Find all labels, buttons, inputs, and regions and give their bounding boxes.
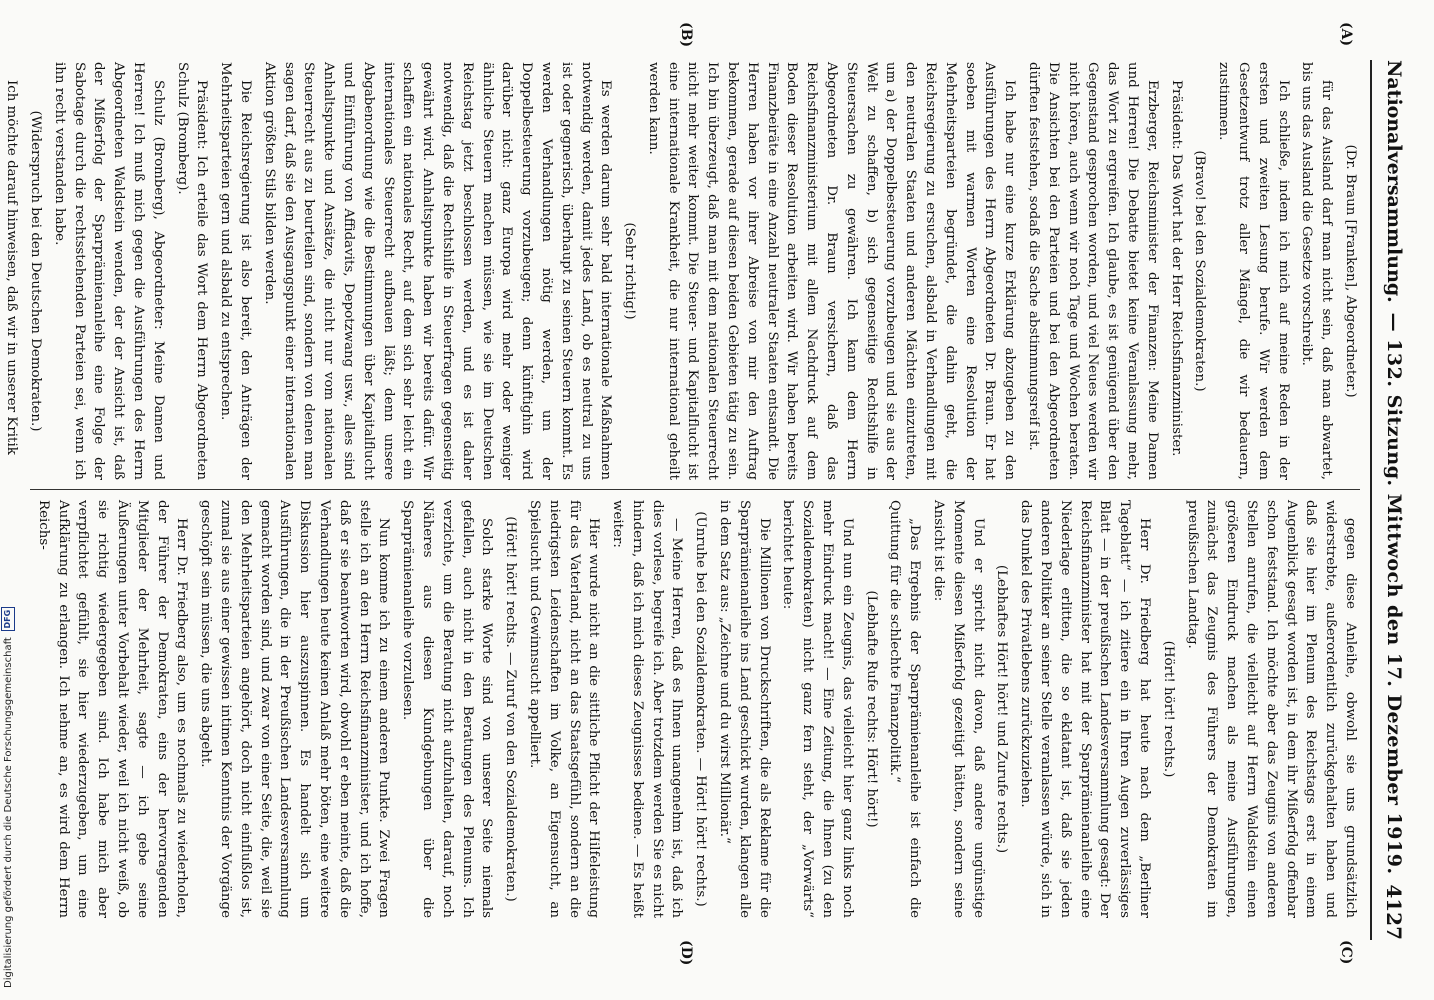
paragraph: (Sehr richtig!) bbox=[622, 222, 638, 320]
paragraph: (Hört! hört! rechts.) bbox=[1160, 640, 1176, 778]
paragraph: (Bravo! bei den Sozialdemokraten.) bbox=[1192, 150, 1208, 392]
paragraph: Ich möchte darauf hinweisen, daß wir in unserer Kritik bbox=[4, 80, 20, 455]
page-number: 4127 bbox=[1382, 884, 1406, 940]
paragraph: Es werden darum sehr bald internationale Maßnahmen notwendig werden, damit jedes Land, ob es neutral zu uns ist oder gegnerisch, überhaupt zu seinen Steuern kommt. Es werden Verhandlungen nötig werden, um der Doppelbesteuerung vorzubeugen; denn künftighin wird darüber nicht: ganz Europa wird mehr oder weniger ähnliche Steuern machen müssen, wie sie im Deutschen Reichstag jetzt beschlossen werden, und es ist daher notwendig, daß die Rechtshilfe in Steuerfragen gegenseitig gewährt wird. Anhaltspunkte haben wir bereits dafür. Wir schaffen ein nationales Recht, auf dem sich sehr leicht ein internationales Steuerrecht aufbauen läßt; denn unsere Abgabenordnung wie die Bestimmungen über Kapitalflucht und Einführung von Affidavits, Depotzwang usw., alles sind Anhaltspunkte und Ansätze, die nicht nur vom nationalen Steuerrecht aus zu beurteilen sind, sondern von denen man sagen darf, daß sie den Ausgangspunkt einer internationalen Aktion größten Stils bilden werden. bbox=[261, 62, 614, 480]
paragraph: Schulz (Bromberg), Abgeordneter: Meine Damen und Herren! Ich muß mich gegen die Ausführungen des Herrn Abgeordneten Waldstein wenden, der der Ansicht ist, daß der Mißerfolg der Sparprämienanleihe eine Folge der Sabotage durch die rechtsstehenden Parteien sei, wenn ich ihn recht verstanden habe. bbox=[51, 62, 166, 480]
paragraph: „Das Ergebnis der Sparprämienanleihe ist einfach die Quittung für die schlechte Finanzpolitik.“ bbox=[887, 500, 923, 918]
paragraph: Solch starke Worte sind von unserer Seite niemals gefallen, auch nicht in den Beratungen des Plenums. Ich verzichte, um die Beratung nicht aufzuhalten, darauf, noch Näheres aus diesen Kundgebungen über die Sparprämienanleihe vorzulesen. bbox=[400, 500, 495, 918]
paragraph: Hier wurde nicht an die sittliche Pflicht der Hilfeleistung für das Vaterland, nicht an das Staatsgefühl, sondern an die niedrigsten Leidenschaften im Volke, an Eigensucht, an Spielsucht und Gewinnsucht appelliert. bbox=[526, 500, 602, 918]
paragraph: Die Reichsregierung ist also bereit, den Anträgen der Mehrheitsparteien gern und alsbald zu entsprechen. bbox=[218, 62, 253, 480]
paragraph: Herr Dr. Friedberg hat heute nach dem „Berliner Tageblatt“ — ich zitiere ein in Ihren Augen zuverlässiges Blatt — in der preußischen Landesversammlung gesagt: Der Reichsfinanzminister hat mit der Sparprämienanleihe eine Niederlage erlitten, die so eklatant ist, daß sie jeden anderen Politiker an seiner Stelle veranlassen würde, sich in das Dunkel des Privatlebens zurückzuziehen. bbox=[1018, 500, 1153, 918]
paragraph: Herr Dr. Friedberg also, um es nochmals zu wiederholen, der Führer der Demokraten, eins der hervorragenden Mitglieder der Mehrheit, sagte — ich gebe seine Äußerungen unter Vorbehalt wieder, weil ich nicht weiß, ob sie richtig wiedergegeben sind. Ich habe mich aber verpflichtet gefühlt, sie hier wiederzugeben, um eine Aufklärung zu erlangen. Ich nehme an, es wird dem Herrn Reichs- bbox=[35, 500, 190, 918]
paragraph: Und er spricht nicht davon, daß andere ungünstige Momente diesen Mißerfolg gezeitigt hätten, sondern seine Ansicht ist die: bbox=[931, 500, 986, 918]
paragraph: Präsident: Das Wort hat der Herr Reichsfinanzminister. bbox=[1168, 80, 1184, 457]
paragraph: (Lebhaftes Hört! hört! und Zurufe rechts.) bbox=[994, 564, 1010, 854]
paragraph: gegen diese Anleihe, obwohl sie uns grundsätzlich widerstrebte, außerordentlich zurückgehalten haben und daß sie hier im Plenum des Reichstags erst in einem Augenblick gesagt worden ist, in dem ihr Mißerfolg offenbar schon feststand. Ich möchte aber das Zeugnis von anderen Stellen anrufen, die vielleicht auf Herrn Waldstein einen größeren Eindruck machen als meine Ausführungen, zunächst das Zeugnis des Führers der Demokraten im preußischen Landtag. bbox=[1184, 500, 1358, 918]
margin-mark-c: (C) bbox=[1338, 940, 1354, 965]
header-session-date: — 132. Sitzung. Mittwoch den 17. Dezember 1919. bbox=[1383, 312, 1405, 875]
margin-mark-d: (D) bbox=[678, 940, 694, 966]
paragraph: Die Millionen von Druckschriften, die als Reklame für die Sparprämienanleihe ins Land geschickt wurden, klangen alle in dem Satz aus: „Zeichne und du wirst Millionär.“ bbox=[717, 500, 772, 918]
page-header bbox=[1370, 60, 1416, 940]
credit-text: Digitalisierung gefördert durch die Deutsche Forschungsgemeinschaft bbox=[2, 637, 14, 988]
digitization-credit bbox=[0, 0, 16, 1000]
paragraph: (Lebhafte Rufe rechts: Hört! hört!) bbox=[863, 590, 879, 828]
margin-mark-a: (A) bbox=[1338, 22, 1354, 47]
paragraph: Und nun ein Zeugnis, das vielleicht hier ganz links noch mehr Eindruck macht! — Eine Zeitung, die Ihnen (zu den Sozialdemokraten) nicht ganz fern steht, der „Vorwärts“ berichtet heute: bbox=[780, 500, 855, 918]
paragraph: Erzberger, Reichsminister der Finanzen: Meine Damen und Herren! Die Debatte bietet keine Veranlassung mehr, das Wort zu ergreifen. Ich glaube, es ist genügend über den Gegenstand gesprochen worden, und viel Neues werden wir nicht hören, auch wenn wir noch Tage und Wochen beraten. Die Ansichten bei den Parteien und bei den Abgeordneten dürften feststehen, sodaß die Sache abstimmungsreif ist. bbox=[1026, 62, 1160, 480]
paragraph: — Meine Herren, daß es Ihnen unangenehm ist, daß ich dies vorlese, begreife ich. Aber trotzdem werden Sie es nicht hindern, daß ich mich dieses Zeugnisses bediene. — Es heißt weiter: bbox=[610, 500, 685, 918]
paragraph: (Unruhe bei den Sozialdemokraten. — Hört! hört! rechts.) bbox=[693, 511, 709, 907]
dfg-logo-icon: DFG bbox=[1, 607, 15, 631]
left-text-column bbox=[4, 62, 1360, 480]
paragraph: für das Ausland darf man nicht sein, daß man abwartet, bis uns das Ausland die Gesetze vorschreibt. bbox=[1299, 62, 1335, 480]
column-divider bbox=[30, 489, 1360, 490]
paragraph: Präsident: Ich erteile das Wort dem Herrn Abgeordneten Schulz (Bromberg). bbox=[174, 62, 210, 480]
paragraph: (Hört! hört! rechts. — Zuruf von den Sozialdemokraten.) bbox=[503, 516, 519, 902]
paragraph: Ich habe nur eine kurze Erklärung abzugeben zu den Ausführungen des Herrn Abgeordneten Dr. Braun. Er hat soeben mit warmen Worten eine Resolution der Mehrheitsparteien begründet, die dahin geht, die Reichsregierung zu ersuchen, alsbald in Verhandlungen mit den neutralen Staaten und anderen Mächten einzutreten, um a) der Doppelbesteuerung vorzubeugen und sie aus der Welt zu schaffen, b) sich gegenseitige Rechtshilfe in Steuersachen zu gewähren. Ich kann dem Herrn Abgeordneten Dr. Braun versichern, daß das Reichsfinanzministerium mit allem Nachdruck auf dem Boden dieser Resolution arbeiten wird. Wir haben bereits Finanzbeiräte in eine Anzahl neutraler Staaten entsandt. Die Herren haben vor ihrer Abreise von mir den Auftrag bekommen, gerade auf diesen beiden Gebieten tätig zu sein. Ich bin überzeugt, daß man mit dem nationalen Steuerrecht nicht mehr weiter kommt. Die Steuer- und Kapitalflucht ist eine internationale Krankheit, die nur international geheilt werden kann. bbox=[645, 62, 1018, 480]
margin-mark-b: (B) bbox=[678, 22, 694, 48]
paragraph: Nun komme ich zu einem anderen Punkte. Zwei Fragen stelle ich an den Herrn Reichsfinanzminister, und ich hoffe, daß er sie beantworten wird, obwohl er eben meinte, daß die Verhandlungen heute keinen Anlaß mehr böten, eine weitere Diskussion hier auszuspinnen. Es handelt sich um Ausführungen, die in der Preußischen Landesversammlung gemacht worden sind, und zwar von einer Seite, die, weil sie den Mehrheitsparteien angehört, doch nicht einflußlos ist, zumal sie aus einer gewissen intimen Kenntnis der Vorgänge geschöpft sein müssen, die uns abgeht. bbox=[198, 500, 392, 918]
paragraph: (Dr. Braun [Franken], Abgeordneter.) bbox=[1343, 144, 1358, 398]
paragraph: (Widerspruch bei den Deutschen Demokraten.) bbox=[28, 110, 43, 432]
header-title: Nationalversammlung. bbox=[1383, 60, 1405, 303]
right-text-column bbox=[20, 500, 1360, 918]
paragraph: Ich schließe, indem ich mich auf meine Reden in der ersten und zweiten Lesung berufe. Wir werden dem Gesetzentwurf trotz aller Mängel, die wir bedauern, zustimmen. bbox=[1216, 62, 1291, 480]
